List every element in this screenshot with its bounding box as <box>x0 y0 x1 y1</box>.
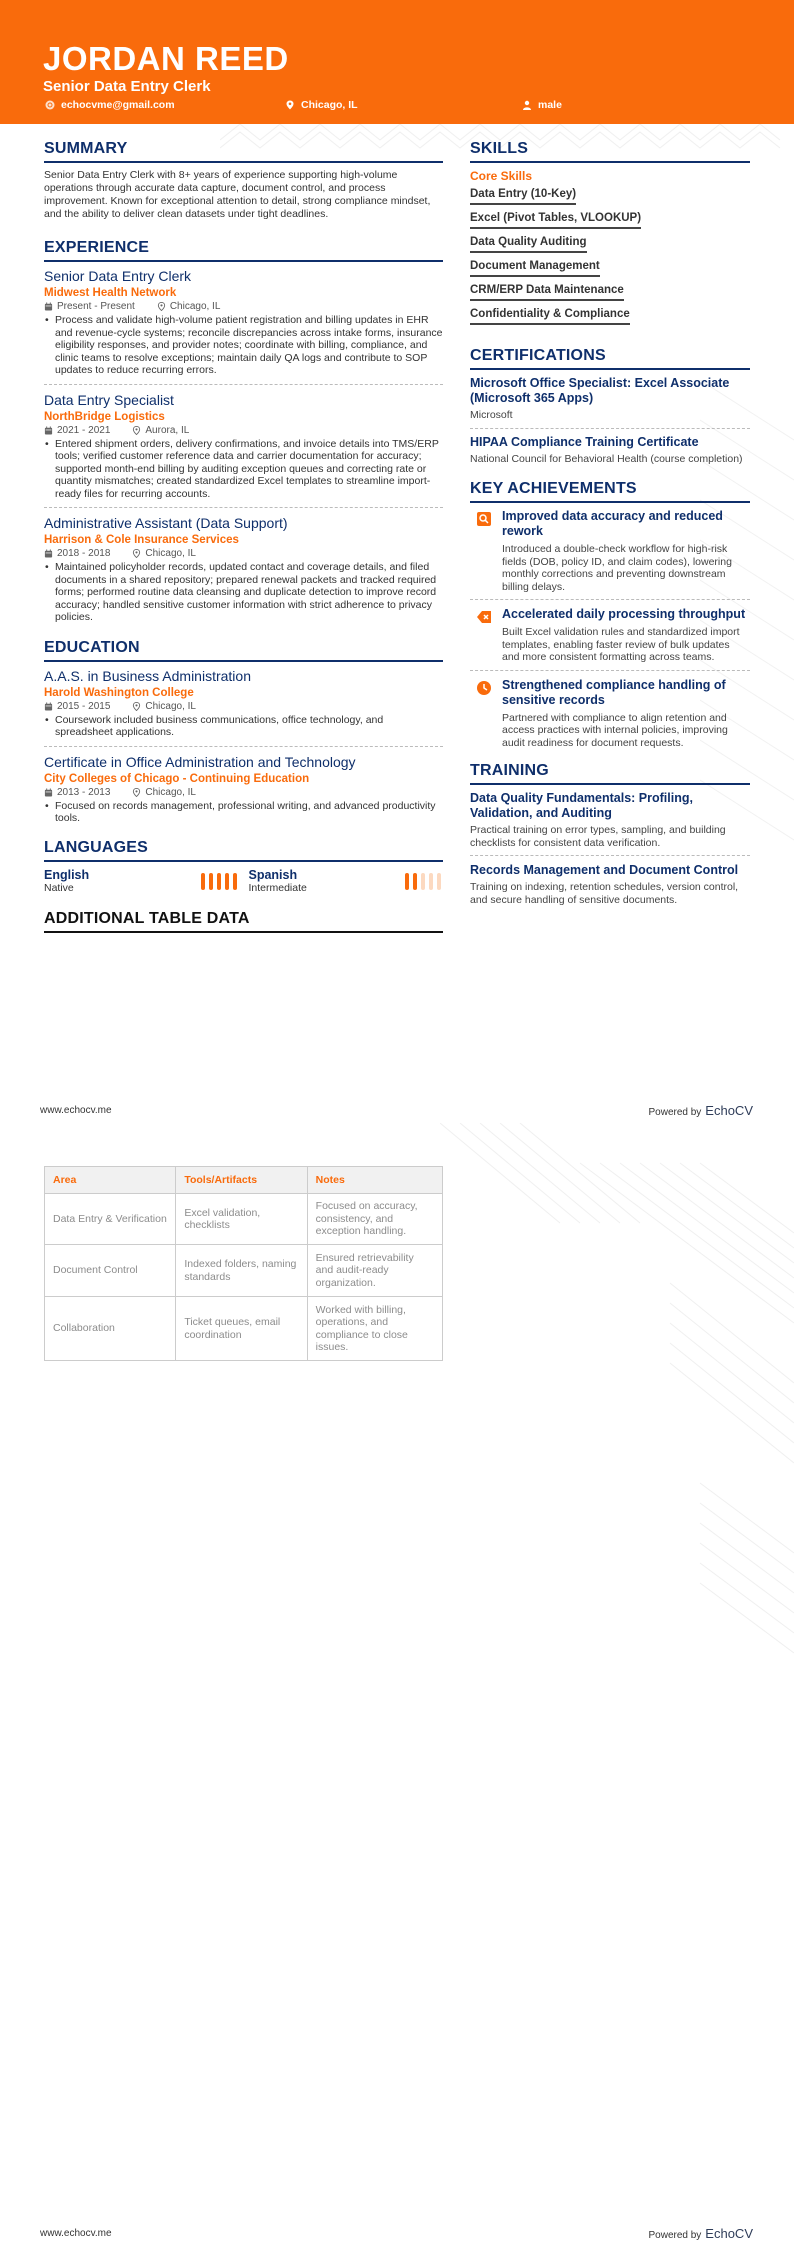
bullet-item: • Process and validate high-volume patient registration and billing updates in EHR and revenue-cycle systems; reconcile discrepancies across intake forms, insurance eligibility responses, and provider notes; coordinate with billing, compliance, and clinic teams to resolve exceptions; maintain daily QA logs and contribute to SOP updates to reduce recurring errors. <box>44 314 443 377</box>
table-row <box>45 1194 443 1245</box>
achievement-item <box>470 678 750 756</box>
bullet-item: • Coursework included business communications, office technology, and spreadsheet applications. <box>44 714 443 739</box>
achievement-item <box>470 509 750 600</box>
training-title: Data Quality Fundamentals: Profiling, Validation, and Auditing <box>470 791 693 820</box>
degree: Certificate in Office Administration and Technology <box>44 753 356 770</box>
training-section <box>470 762 750 912</box>
table-row <box>45 1297 443 1361</box>
right-column <box>470 140 750 919</box>
language-item <box>249 868 444 898</box>
bullet-list <box>44 438 443 501</box>
calendar-icon <box>44 788 53 797</box>
language-name: English <box>44 867 90 882</box>
additional-table-section <box>44 910 443 933</box>
section-title: TRAINING <box>470 762 750 785</box>
table-header-cell: Tools/Artifacts <box>176 1167 307 1194</box>
calendar-icon <box>44 702 53 711</box>
location-pin-icon <box>132 702 141 711</box>
bullet-list <box>44 800 443 825</box>
table-header-row <box>45 1167 443 1194</box>
language-level: Native <box>44 881 74 894</box>
rating-bar-empty <box>429 873 433 890</box>
entry-meta <box>44 301 443 312</box>
powered-by-label: Powered by <box>648 2230 702 2241</box>
entry-location: Chicago, IL <box>145 548 196 559</box>
rating-bar-filled <box>413 873 417 890</box>
entry-dates: 2021 - 2021 <box>57 424 111 436</box>
contact-gender <box>522 99 562 111</box>
summary-section <box>44 140 443 221</box>
contact-email-text: echocvme@gmail.com <box>61 99 175 111</box>
degree: A.A.S. in Business Administration <box>44 667 251 684</box>
table-cell: Focused on accuracy, consistency, and exception handling. <box>307 1194 442 1245</box>
skill-tag: Excel (Pivot Tables, VLOOKUP) <box>470 209 641 229</box>
section-title: SUMMARY <box>44 140 443 163</box>
language-level: Intermediate <box>248 881 307 894</box>
rating-bar-filled <box>233 873 237 890</box>
training-item <box>470 791 750 856</box>
bullet-item: • Entered shipment orders, delivery confirmations, and invoice details into TMS/ERP tools; verified customer reference data and carrier documentation for accuracy; supported month-end billing by auditing exception queues and correcting rate or quantity mismatches; created standardized Excel templates to streamline import-ready files for recurring accounts. <box>44 438 443 501</box>
school: City Colleges of Chicago - Continuing Education <box>44 772 310 785</box>
certification-item <box>470 376 750 429</box>
experience-entry <box>44 515 443 631</box>
location-pin-icon <box>285 100 295 110</box>
calendar-icon <box>44 426 53 435</box>
additional-data-table <box>44 1166 443 1361</box>
achievement-title: Accelerated daily processing throughput <box>502 607 746 621</box>
school: Harold Washington College <box>44 686 194 699</box>
achievement-item <box>470 607 750 671</box>
achievement-desc: Built Excel validation rules and standardized import templates, enabling faster review of bulk updates and more consistent formatting across teams. <box>502 626 740 663</box>
page-footer <box>40 2226 753 2241</box>
language-list <box>44 868 443 898</box>
tag-icon <box>476 609 492 625</box>
entry-meta <box>44 787 443 798</box>
language-item <box>44 868 239 898</box>
skills-list <box>470 185 750 329</box>
calendar-icon <box>44 549 53 558</box>
contact-location-text: Chicago, IL <box>301 99 358 111</box>
bullet-list <box>44 561 443 624</box>
rating-bar-filled <box>201 873 205 890</box>
skill-tag: Data Quality Auditing <box>470 233 587 253</box>
certification-title: Microsoft Office Specialist: Excel Associate (Microsoft 365 Apps) <box>470 376 730 405</box>
bullet-list <box>44 314 443 377</box>
table-header-cell: Area <box>45 1167 176 1194</box>
achievement-desc: Introduced a double-check workflow for high-risk fields (DOB, policy ID, and claim codes), lowering monthly corrections and preventing downstream billing delays. <box>502 543 732 593</box>
table-cell: Ticket queues, email coordination <box>176 1297 307 1361</box>
achievement-title: Improved data accuracy and reduced rework <box>502 509 723 538</box>
training-item <box>470 863 750 912</box>
education-entry <box>44 754 443 832</box>
job-role: Administrative Assistant (Data Support) <box>44 515 288 531</box>
entry-dates: 2013 - 2013 <box>57 786 111 798</box>
education-section <box>44 639 443 832</box>
bullet-item: • Maintained policyholder records, updated contact and coverage details, and filed documents in a shared repository; prepared renewal packets and tracked required forms; performed routine data cleansing and duplicate detection to improve record accuracy; handled sensitive customer information with strict adherence to privacy policies. <box>44 561 443 624</box>
location-pin-icon <box>157 302 166 311</box>
training-title: Records Management and Document Control <box>470 863 739 877</box>
location-pin-icon <box>132 426 141 435</box>
entry-location: Chicago, IL <box>145 700 196 712</box>
skill-tag: Document Management <box>470 257 600 277</box>
rating-bar-empty <box>421 873 425 890</box>
table-cell: Document Control <box>45 1245 176 1297</box>
entry-location: Aurora, IL <box>145 424 190 436</box>
brand-logo: EchoCV <box>705 1103 753 1118</box>
entry-dates: Present - Present <box>57 301 135 312</box>
training-desc: Practical training on error types, sampling, and building checklists for consistent data verification. <box>470 824 726 849</box>
entry-meta <box>44 425 443 436</box>
experience-entry <box>44 268 443 385</box>
clock-icon <box>476 680 492 696</box>
footer-site-link[interactable]: www.echocv.me <box>40 1105 112 1116</box>
employer: Midwest Health Network <box>44 287 177 299</box>
rating-bar-filled <box>405 873 409 890</box>
candidate-title: Senior Data Entry Clerk <box>43 78 211 95</box>
section-title: CERTIFICATIONS <box>470 347 750 370</box>
job-role: Senior Data Entry Clerk <box>44 268 192 284</box>
section-title: SKILLS <box>470 140 750 163</box>
entry-dates: 2015 - 2015 <box>57 700 111 712</box>
powered-by <box>648 1103 753 1118</box>
language-rating <box>201 873 237 890</box>
resume-page-2 <box>0 1123 794 2246</box>
person-icon <box>522 100 532 110</box>
entry-meta <box>44 701 443 712</box>
section-title: EDUCATION <box>44 639 443 662</box>
skills-section <box>470 140 750 329</box>
rating-bar-filled <box>209 873 213 890</box>
job-role: Data Entry Specialist <box>44 391 174 408</box>
language-name: Spanish <box>248 867 298 882</box>
language-rating <box>405 873 441 890</box>
search-document-icon <box>476 511 492 527</box>
header-banner <box>0 0 794 124</box>
bullet-list <box>44 714 443 739</box>
skills-subheading: Core Skills <box>470 169 533 183</box>
certification-issuer: Microsoft <box>470 409 513 421</box>
education-entry <box>44 668 443 747</box>
employer: Harrison & Cole Insurance Services <box>44 534 239 546</box>
background-hatch-pattern <box>440 1123 794 1683</box>
summary-text: Senior Data Entry Clerk with 8+ years of experience supporting high-volume operations through accurate data capture, document control, and process improvement. Known for exceptional attention to detail, strong compliance mindset, and the ability to deliver clean datasets under tight deadlines. <box>44 169 431 220</box>
powered-by-label: Powered by <box>648 1107 702 1118</box>
footer-site-link[interactable]: www.echocv.me <box>40 2228 112 2239</box>
section-title: ADDITIONAL TABLE DATA <box>44 910 443 933</box>
achievement-desc: Partnered with compliance to align retention and access practices with internal policies, improving audit readiness for document requests. <box>502 711 728 749</box>
brand-logo: EchoCV <box>705 2226 753 2241</box>
bullet-item: • Focused on records management, professional writing, and advanced productivity tools. <box>44 800 443 825</box>
contact-email[interactable] <box>45 99 175 111</box>
certification-title: HIPAA Compliance Training Certificate <box>470 435 699 449</box>
experience-section <box>44 239 443 631</box>
section-title: EXPERIENCE <box>44 239 443 262</box>
left-column <box>44 140 443 939</box>
certification-item <box>470 435 750 472</box>
entry-meta <box>44 548 443 559</box>
section-title: LANGUAGES <box>44 839 443 862</box>
email-icon <box>45 100 55 110</box>
location-pin-icon <box>132 788 141 797</box>
table-cell: Excel validation, checklists <box>176 1194 307 1245</box>
skill-tag: Data Entry (10-Key) <box>470 185 576 205</box>
powered-by <box>648 2226 753 2241</box>
location-pin-icon <box>132 549 141 558</box>
contact-gender-text: male <box>538 99 562 111</box>
achievements-section <box>470 480 750 755</box>
achievement-title: Strengthened compliance handling of sensitive records <box>502 677 726 707</box>
skill-tag: CRM/ERP Data Maintenance <box>470 281 624 301</box>
employer: NorthBridge Logistics <box>44 410 165 423</box>
rating-bar-empty <box>437 873 441 890</box>
contact-location <box>285 99 358 111</box>
languages-section <box>44 839 443 898</box>
table-cell: Indexed folders, naming standards <box>176 1245 307 1297</box>
section-title: KEY ACHIEVEMENTS <box>470 480 750 503</box>
table-cell: Worked with billing, operations, and compliance to close issues. <box>307 1297 442 1361</box>
entry-location: Chicago, IL <box>169 301 221 312</box>
calendar-icon <box>44 302 53 311</box>
entry-dates: 2018 - 2018 <box>57 548 111 559</box>
rating-bar-filled <box>217 873 221 890</box>
experience-entry <box>44 392 443 509</box>
table-row <box>45 1245 443 1297</box>
table-cell: Collaboration <box>45 1297 176 1361</box>
certifications-section <box>470 347 750 472</box>
skill-tag: Confidentiality & Compliance <box>470 305 630 325</box>
page-footer <box>40 1103 753 1118</box>
entry-location: Chicago, IL <box>145 786 196 798</box>
table-header-cell: Notes <box>307 1167 442 1194</box>
table-cell: Ensured retrievability and audit-ready organization. <box>307 1245 442 1297</box>
training-desc: Training on indexing, retention schedules, version control, and secure handling of sensitive documents. <box>470 881 739 906</box>
certification-issuer: National Council for Behavioral Health (course completion) <box>470 453 743 465</box>
table-cell: Data Entry & Verification <box>45 1194 176 1245</box>
candidate-name: JORDAN REED <box>43 40 289 77</box>
rating-bar-filled <box>225 873 229 890</box>
